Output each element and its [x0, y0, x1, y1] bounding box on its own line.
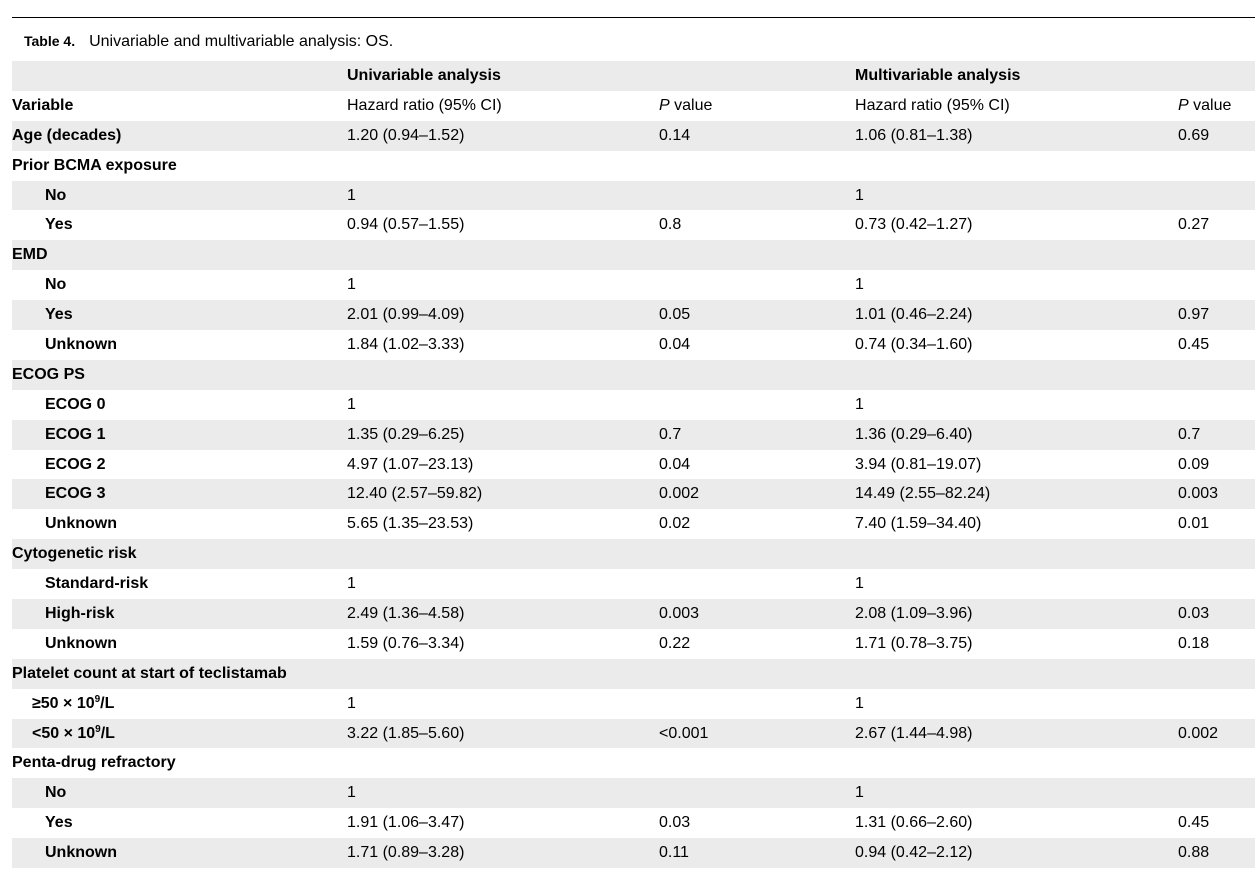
header-multi-p-value — [1178, 91, 1255, 121]
header-uni-hazard-ratio: Hazard ratio (95% CI) — [347, 96, 502, 114]
row-variable-label: Yes — [12, 300, 347, 330]
row-uni-p-value — [659, 778, 855, 808]
row-variable-label: ECOG 0 — [45, 395, 106, 413]
row-uni-hazard-ratio: 1 — [347, 575, 356, 593]
row-label-superscript: 9 — [94, 693, 101, 705]
row-multi-hazard-ratio — [855, 240, 1178, 270]
row-multi-hazard-ratio: 1.36 (0.29–6.40) — [855, 420, 1178, 450]
row-multi-p-value: 0.69 — [1178, 121, 1255, 151]
row-multi-p-value: 0.45 — [1178, 814, 1210, 832]
row-multi-p-value — [1178, 778, 1255, 808]
table-row — [12, 599, 1255, 629]
row-uni-hazard-ratio: 1.59 (0.76–3.34) — [347, 634, 465, 652]
table-row — [12, 509, 1255, 539]
row-uni-p-value — [659, 539, 855, 569]
row-uni-p-value: 0.003 — [659, 599, 855, 629]
row-variable-label: Yes — [45, 814, 73, 832]
row-uni-hazard-ratio: 1.35 (0.29–6.25) — [347, 420, 659, 450]
table-row — [12, 450, 1255, 480]
top-rule — [12, 17, 1255, 18]
row-uni-p-value — [659, 270, 855, 300]
row-variable-label: Unknown — [12, 838, 347, 868]
row-variable-label: Cytogenetic risk — [12, 539, 347, 569]
table-body — [12, 121, 1255, 868]
table-row — [12, 659, 1255, 689]
row-uni-hazard-ratio: 1 — [347, 276, 356, 294]
row-variable-label: ECOG PS — [12, 360, 347, 390]
row-uni-hazard-ratio: 1 — [347, 181, 659, 211]
row-multi-p-value: 0.18 — [1178, 634, 1210, 652]
row-variable-label — [12, 689, 347, 719]
header-uni-p-value — [659, 91, 855, 121]
row-multi-hazard-ratio: 1.06 (0.81–1.38) — [855, 121, 1178, 151]
table-row — [12, 151, 1255, 181]
row-uni-hazard-ratio — [347, 539, 659, 569]
table-row — [12, 420, 1255, 450]
row-uni-hazard-ratio: 3.22 (1.85–5.60) — [347, 719, 659, 749]
row-uni-hazard-ratio: 1 — [347, 778, 659, 808]
row-variable-label: Unknown — [45, 515, 117, 533]
row-variable-label: ECOG 1 — [12, 420, 347, 450]
analysis-table — [12, 61, 1255, 868]
header-multi-p-rest: value — [1188, 96, 1232, 114]
row-uni-p-value: 0.05 — [659, 300, 855, 330]
row-variable-label: No — [12, 778, 347, 808]
row-uni-p-value — [659, 240, 855, 270]
header-group-multivariable: Multivariable analysis — [855, 61, 1255, 91]
row-variable-label: No — [45, 276, 67, 294]
row-uni-p-value — [659, 390, 855, 420]
row-multi-p-value: 0.7 — [1178, 420, 1255, 450]
row-uni-hazard-ratio — [347, 240, 659, 270]
row-uni-p-value: 0.03 — [659, 814, 691, 832]
table-row — [12, 719, 1255, 749]
row-variable-label: Unknown — [45, 335, 117, 353]
row-variable-label: Penta-drug refractory — [12, 754, 176, 772]
header-group-empty — [12, 61, 347, 91]
row-multi-hazard-ratio — [855, 659, 1178, 689]
row-uni-p-value: 0.04 — [659, 455, 691, 473]
row-multi-p-value — [1178, 659, 1255, 689]
row-multi-hazard-ratio: 1.71 (0.78–3.75) — [855, 634, 973, 652]
row-multi-hazard-ratio: 1 — [855, 395, 864, 413]
table-row — [12, 210, 1255, 240]
row-uni-p-value: 0.04 — [659, 335, 691, 353]
header-group-row — [12, 61, 1255, 91]
table-row — [12, 838, 1255, 868]
row-multi-p-value — [1178, 689, 1255, 719]
row-multi-hazard-ratio: 1 — [855, 778, 1178, 808]
row-uni-hazard-ratio: 1 — [347, 395, 356, 413]
table-row — [12, 300, 1255, 330]
caption-label: Table 4. — [24, 33, 76, 49]
row-multi-p-value: 0.27 — [1178, 216, 1210, 234]
row-uni-hazard-ratio — [347, 360, 659, 390]
row-multi-hazard-ratio: 1.01 (0.46–2.24) — [855, 300, 1178, 330]
row-multi-p-value: 0.03 — [1178, 599, 1255, 629]
row-variable-label: EMD — [12, 240, 347, 270]
row-label-superscript: 9 — [95, 723, 101, 735]
row-multi-p-value: 0.45 — [1178, 335, 1210, 353]
row-variable-label: Yes — [45, 216, 73, 234]
row-uni-p-value — [659, 360, 855, 390]
row-multi-hazard-ratio: 1 — [855, 575, 864, 593]
row-label-base: <50 × 10 — [32, 724, 96, 742]
table-row — [12, 539, 1255, 569]
row-uni-p-value — [659, 569, 855, 599]
header-uni-p-rest: value — [669, 96, 713, 114]
table-row — [12, 270, 1255, 300]
row-variable-label — [12, 719, 347, 749]
table-row — [12, 778, 1255, 808]
row-variable-label: Unknown — [45, 634, 117, 652]
row-multi-p-value: 0.003 — [1178, 479, 1255, 509]
table-caption — [24, 31, 393, 52]
row-multi-p-value — [1178, 181, 1255, 211]
row-uni-hazard-ratio: 0.94 (0.57–1.55) — [347, 216, 465, 234]
row-variable-label: Platelet count at start of teclistamab — [12, 659, 347, 689]
row-variable-label: Age (decades) — [12, 121, 347, 151]
header-multi-p-italic: P — [1178, 96, 1189, 114]
row-multi-hazard-ratio: 2.67 (1.44–4.98) — [855, 719, 1178, 749]
row-multi-hazard-ratio: 1 — [855, 276, 864, 294]
row-multi-hazard-ratio — [855, 360, 1178, 390]
row-uni-hazard-ratio: 5.65 (1.35–23.53) — [347, 515, 474, 533]
row-multi-p-value — [1178, 390, 1255, 420]
row-label-suffix: /L — [100, 694, 115, 712]
row-uni-p-value: 0.8 — [659, 216, 682, 234]
table-row — [12, 808, 1255, 838]
row-multi-hazard-ratio — [855, 539, 1178, 569]
row-multi-p-value: 0.002 — [1178, 719, 1255, 749]
table-row — [12, 390, 1255, 420]
row-multi-hazard-ratio — [855, 748, 1178, 778]
row-label-suffix: /L — [100, 724, 115, 742]
row-uni-hazard-ratio: 2.01 (0.99–4.09) — [347, 300, 659, 330]
row-uni-hazard-ratio: 1 — [347, 694, 356, 712]
row-multi-p-value: 0.01 — [1178, 515, 1210, 533]
row-multi-p-value — [1178, 569, 1255, 599]
table-row — [12, 689, 1255, 719]
header-multi-hazard-ratio: Hazard ratio (95% CI) — [855, 96, 1010, 114]
row-uni-hazard-ratio: 1.20 (0.94–1.52) — [347, 121, 659, 151]
row-multi-hazard-ratio: 1 — [855, 181, 1178, 211]
header-variable: Variable — [12, 96, 74, 114]
table-row — [12, 629, 1255, 659]
row-multi-hazard-ratio: 0.73 (0.42–1.27) — [855, 216, 973, 234]
row-uni-p-value — [659, 151, 855, 181]
row-uni-p-value: 0.11 — [659, 838, 855, 868]
row-multi-p-value — [1178, 748, 1255, 778]
row-multi-p-value — [1178, 270, 1255, 300]
row-multi-hazard-ratio: 3.94 (0.81–19.07) — [855, 455, 982, 473]
row-multi-hazard-ratio: 0.74 (0.34–1.60) — [855, 335, 973, 353]
row-multi-p-value — [1178, 151, 1255, 181]
caption-text: Univariable and multivariable analysis: OS. — [89, 33, 394, 50]
row-uni-hazard-ratio: 12.40 (2.57–59.82) — [347, 479, 659, 509]
header-uni-p-italic: P — [659, 96, 670, 114]
row-multi-hazard-ratio: 2.08 (1.09–3.96) — [855, 599, 1178, 629]
row-uni-p-value: 0.002 — [659, 479, 855, 509]
row-uni-p-value — [659, 689, 855, 719]
table-row — [12, 330, 1255, 360]
row-multi-hazard-ratio: 1 — [855, 694, 864, 712]
row-variable-label: ECOG 2 — [45, 455, 106, 473]
row-multi-hazard-ratio: 1.31 (0.66–2.60) — [855, 814, 973, 832]
row-multi-p-value — [1178, 539, 1255, 569]
row-multi-hazard-ratio: 7.40 (1.59–34.40) — [855, 515, 982, 533]
row-uni-p-value — [659, 181, 855, 211]
row-uni-hazard-ratio: 1.71 (0.89–3.28) — [347, 838, 659, 868]
row-multi-p-value: 0.88 — [1178, 838, 1255, 868]
table-row — [12, 121, 1255, 151]
row-multi-p-value — [1178, 240, 1255, 270]
row-multi-hazard-ratio: 14.49 (2.55–82.24) — [855, 479, 1178, 509]
row-variable-label: High-risk — [12, 599, 347, 629]
row-uni-p-value: 0.02 — [659, 515, 691, 533]
table-row — [12, 360, 1255, 390]
header-column-row — [12, 91, 1255, 121]
row-multi-p-value — [1178, 360, 1255, 390]
row-uni-hazard-ratio: 4.97 (1.07–23.13) — [347, 455, 474, 473]
row-uni-p-value: 0.7 — [659, 420, 855, 450]
table-row — [12, 240, 1255, 270]
row-multi-p-value: 0.97 — [1178, 300, 1255, 330]
row-variable-label: Prior BCMA exposure — [12, 156, 177, 174]
row-uni-hazard-ratio: 1.91 (1.06–3.47) — [347, 814, 465, 832]
row-multi-p-value: 0.09 — [1178, 455, 1210, 473]
row-uni-p-value — [659, 748, 855, 778]
row-uni-p-value: <0.001 — [659, 719, 855, 749]
table-row — [12, 181, 1255, 211]
row-multi-hazard-ratio: 0.94 (0.42–2.12) — [855, 838, 1178, 868]
row-uni-hazard-ratio: 2.49 (1.36–4.58) — [347, 599, 659, 629]
row-uni-hazard-ratio — [347, 748, 659, 778]
row-variable-label: Standard-risk — [45, 575, 149, 593]
row-variable-label: No — [12, 181, 347, 211]
row-uni-hazard-ratio — [347, 659, 659, 689]
row-uni-hazard-ratio — [347, 151, 659, 181]
row-uni-p-value — [659, 659, 855, 689]
row-variable-label: ECOG 3 — [12, 479, 347, 509]
row-uni-p-value: 0.22 — [659, 634, 691, 652]
row-uni-p-value: 0.14 — [659, 121, 855, 151]
table-row — [12, 569, 1255, 599]
table-row — [12, 479, 1255, 509]
row-multi-hazard-ratio — [855, 151, 1178, 181]
row-label-base: ≥50 × 10 — [32, 694, 95, 712]
table-row — [12, 748, 1255, 778]
header-group-univariable: Univariable analysis — [347, 61, 855, 91]
row-uni-hazard-ratio: 1.84 (1.02–3.33) — [347, 335, 465, 353]
